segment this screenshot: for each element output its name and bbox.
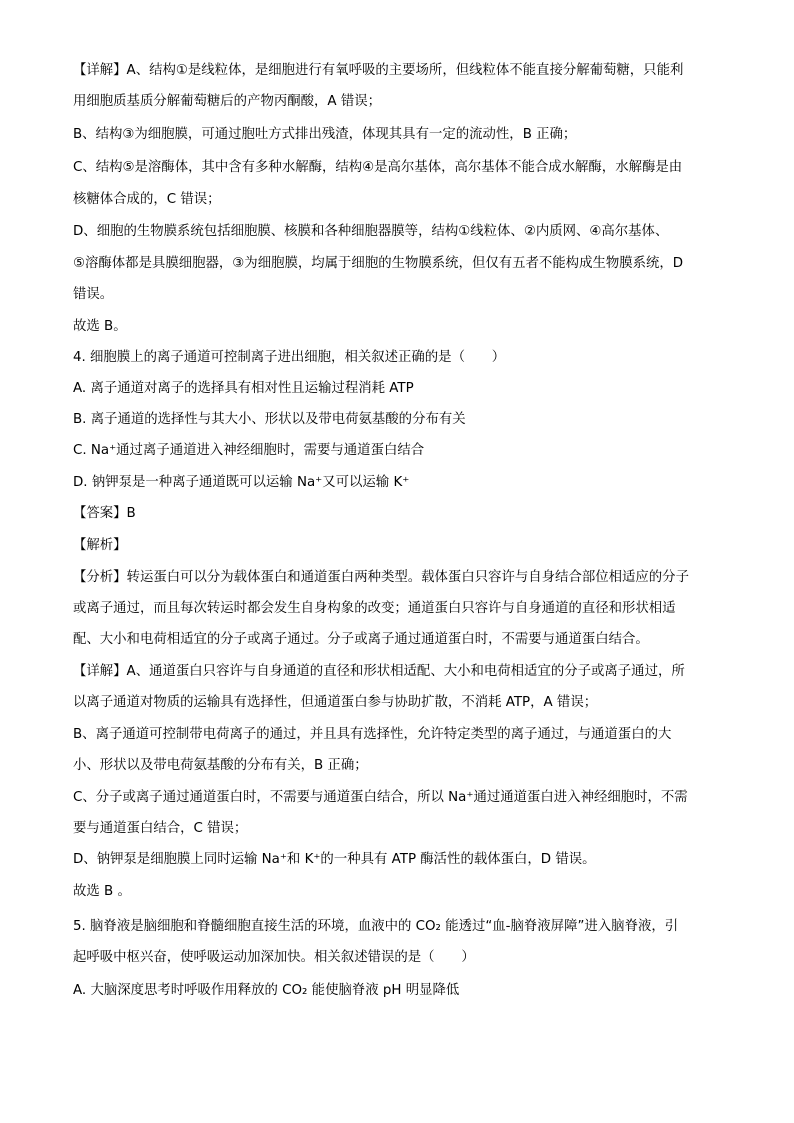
text-line: 故选 B。 [73,319,127,334]
text-line: 以离子通道对物质的运输具有选择性，但通道蛋白参与协助扩散，不消耗 ATP，A 错误； [73,695,598,710]
option-b: B. 离子通道的选择性与其大小、形状以及带电荷氨基酸的分布有关 [73,412,466,427]
text-line: 小、形状以及带电荷氨基酸的分布有关，B 正确； [73,758,368,773]
option-c: C. Na⁺通过离子通道进入神经细胞时，需要与通道蛋白结合 [73,443,425,458]
text-line: 错误。 [73,287,114,302]
text-line: C、分子或离子通过通道蛋白时，不需要与通道蛋白结合，所以 Na⁺通过通道蛋白进入神经细胞时，不需 [73,790,688,805]
text-line: 起呼吸中枢兴奋，使呼吸运动加深加快。相关叙述错误的是（ ） [73,950,475,965]
question-stem: 4. 细胞膜上的离子通道可控制离子进出细胞，相关叙述正确的是（ ） [73,350,506,365]
text-line: 用细胞质基质分解葡萄糖后的产物丙酮酸，A 错误； [73,94,382,109]
text-line: D、细胞的生物膜系统包括细胞膜、核膜和各种细胞器膜等，结构①线粒体、②内质网、④高尔基体、 [73,224,669,239]
text-line: 【详解】A、通道蛋白只容许与自身通道的直径和形状相适配、大小和电荷相适宜的分子或离子通过，所 [73,664,685,679]
text-line: B、结构③为细胞膜，可通过胞吐方式排出残渣，体现其具有一定的流动性，B 正确； [73,127,577,142]
text-line: 要与通道蛋白结合，C 错误； [73,821,248,836]
text-line: 或离子通过，而且每次转运时都会发生自身构象的改变；通道蛋白只容许与自身通道的直径和形状相适 [73,601,676,616]
text-line: B、离子通道可控制带电荷离子的通过，并且具有选择性，允许特定类型的离子通过，与通道蛋白的大 [73,727,672,742]
text-line: 故选 B 。 [73,884,131,899]
text-line: ⑤溶酶体都是具膜细胞器，③为细胞膜，均属于细胞的生物膜系统，但仅有五者不能构成生物膜系统，D [73,256,684,271]
option-a: A. 离子通道对离子的选择具有相对性且运输过程消耗 ATP [73,381,414,396]
option-d: D. 钠钾泵是一种离子通道既可以运输 Na⁺又可以运输 K⁺ [73,475,410,490]
text-line: 【分析】转运蛋白可以分为载体蛋白和通道蛋白两种类型。载体蛋白只容许与自身结合部位相适应的分子 [73,570,689,585]
text-line: 核糖体合成的，C 错误； [73,192,221,207]
text-line: 配、大小和电荷相适宜的分子或离子通过。分子或离子通过通道蛋白时，不需要与通道蛋白结合。 [73,632,649,647]
text-line: C、结构⑤是溶酶体，其中含有多种水解酶，结构④是高尔基体，高尔基体不能合成水解酶，水解酶是由 [73,160,683,175]
analysis-label: 【解析】 [73,538,127,553]
question-stem: 5. 脑脊液是脑细胞和脊髓细胞直接生活的环境，血液中的 CO₂ 能透过“血-脑脊液屏障”进入脑脊液，引 [73,919,679,934]
answer-label: 【答案】B [73,506,136,521]
option-a: A. 大脑深度思考时呼吸作用释放的 CO₂ 能使脑脊液 pH 明显降低 [73,983,460,998]
text-line: 【详解】A、结构①是线粒体，是细胞进行有氧呼吸的主要场所，但线粒体不能直接分解葡萄糖，只能利 [73,63,684,78]
text-line: D、钠钾泵是细胞膜上同时运输 Na⁺和 K⁺的一种具有 ATP 酶活性的载体蛋白，D 错误。 [73,852,596,867]
